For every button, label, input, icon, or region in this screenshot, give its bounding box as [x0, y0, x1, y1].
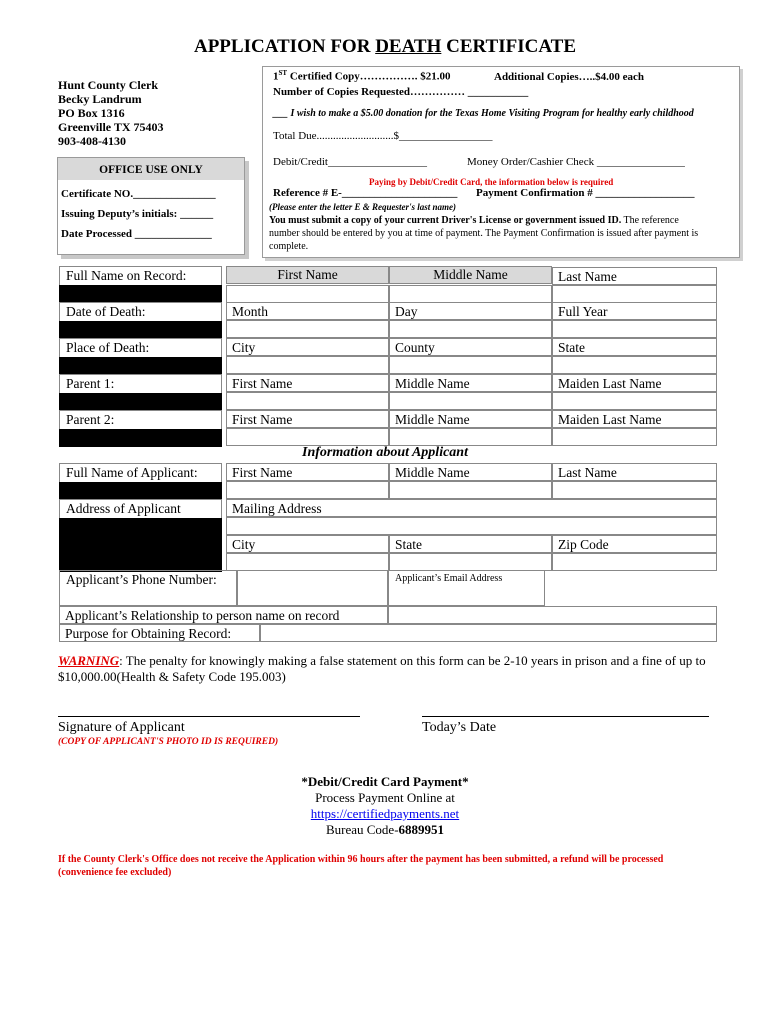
row-label: Full Name of Applicant: — [59, 463, 222, 500]
online-payment-block — [0, 774, 770, 838]
parent1-first-label: First Name — [226, 374, 389, 392]
deputy-initials-field: Issuing Deputy’s initials: ______ — [61, 208, 214, 220]
parent2-maiden-label: Maiden Last Name — [552, 410, 717, 428]
parent1-middle-label: Middle Name — [389, 374, 552, 392]
death-day-input[interactable] — [389, 320, 552, 338]
death-state-input[interactable] — [552, 356, 717, 374]
applicant-state-input[interactable] — [389, 553, 552, 571]
death-month-label: Month — [226, 302, 389, 320]
death-year-label: Full Year — [552, 302, 717, 320]
header-middle-name: Middle Name — [389, 266, 552, 284]
office-use-box — [57, 157, 245, 255]
applicant-zip-input[interactable] — [552, 553, 717, 571]
death-year-input[interactable] — [552, 320, 717, 338]
photo-id-note: (COPY OF APPLICANT'S PHOTO ID IS REQUIRED) — [58, 737, 279, 747]
certificate-number-field: Certificate NO._______________ — [61, 188, 216, 200]
paying-note: Paying by Debit/Credit Card, the information below is required — [369, 177, 614, 187]
purpose-input[interactable] — [260, 624, 717, 642]
online-payment-heading: *Debit/Credit Card Payment* — [301, 774, 469, 789]
death-county-label: County — [389, 338, 552, 356]
reference-instructions: (Please enter the letter E & Requester's last name) — [269, 202, 456, 212]
money-order-field[interactable]: Money Order/Cashier Check ________________ — [467, 156, 685, 168]
payment-box — [262, 66, 740, 258]
date-processed-field: Date Processed ______________ — [61, 228, 212, 240]
applicant-email-input[interactable]: Applicant’s Email Address — [388, 570, 545, 606]
number-of-copies-field[interactable]: Number of Copies Requested…………… ___________ — [273, 86, 529, 98]
applicant-first-label: First Name — [226, 463, 389, 481]
bureau-code: Bureau Code-6889951 — [325, 822, 445, 837]
page-title: APPLICATION FOR DEATH CERTIFICATE — [193, 36, 577, 57]
record-last-name-input[interactable] — [552, 285, 717, 303]
header-last-name: Last Name — [552, 267, 717, 285]
clerk-line: 903-408-4130 — [58, 134, 126, 148]
parent1-maiden-input[interactable] — [552, 392, 717, 410]
row-label: Address of Applicant — [59, 499, 222, 572]
todays-date-label: Today’s Date — [422, 720, 497, 735]
row-label: Date of Death: — [59, 302, 222, 339]
relationship-label: Applicant’s Relationship to person name on record — [59, 606, 388, 624]
debit-credit-field[interactable]: Debit/Credit__________________ — [273, 156, 427, 168]
parent2-middle-label: Middle Name — [389, 410, 552, 428]
signature-line[interactable] — [58, 716, 360, 717]
applicant-zip-label: Zip Code — [552, 535, 717, 553]
payment-confirmation-field[interactable]: Payment Confirmation # __________________ — [476, 187, 695, 199]
clerk-line: PO Box 1316 — [58, 106, 125, 120]
mailing-address-label: Mailing Address — [226, 499, 717, 517]
warning-notice: WARNING: The penalty for knowingly making a false statement on this form can be 2-10 years in prison and a fine of up to $10,000.00(Health & Safety Code 195.003) — [58, 653, 706, 684]
death-state-label: State — [552, 338, 717, 356]
applicant-section-heading: Information about Applicant — [302, 445, 468, 460]
first-copy-price: 1ST Certified Copy……………. $21.00 — [273, 69, 451, 83]
reference-number-field[interactable]: Reference # E-_____________________ — [273, 187, 458, 199]
parent1-maiden-label: Maiden Last Name — [552, 374, 717, 392]
header-first-name: First Name — [226, 266, 389, 284]
applicant-city-label: City — [226, 535, 389, 553]
applicant-first-input[interactable] — [226, 481, 389, 499]
donation-option[interactable]: ___ I wish to make a $5.00 donation for the Texas Home Visiting Program for healthy early childhood — [273, 108, 694, 119]
mailing-address-input[interactable] — [226, 517, 717, 535]
death-city-input[interactable] — [226, 356, 389, 374]
row-label: Parent 2: — [59, 410, 222, 447]
record-middle-name-input[interactable] — [389, 285, 552, 303]
applicant-city-input[interactable] — [226, 553, 389, 571]
row-label: Full Name on Record: — [59, 266, 222, 303]
applicant-state-label: State — [389, 535, 552, 553]
death-month-input[interactable] — [226, 320, 389, 338]
clerk-address — [58, 78, 164, 148]
relationship-input[interactable] — [388, 606, 717, 624]
applicant-phone-label: Applicant’s Phone Number: — [59, 570, 237, 606]
clerk-line: Becky Landrum — [58, 92, 142, 106]
applicant-middle-label: Middle Name — [389, 463, 552, 481]
applicant-middle-input[interactable] — [389, 481, 552, 499]
record-first-name-input[interactable] — [226, 285, 389, 303]
death-day-label: Day — [389, 302, 552, 320]
additional-copies-price: Additional Copies…..$4.00 each — [494, 71, 645, 83]
total-due-field[interactable]: Total Due............................$_________________ — [273, 130, 493, 142]
refund-notice: If the County Clerk's Office does not receive the Application within 96 hours after the payment has been submitted, a refund will be processed (convenience fee excluded) — [58, 854, 664, 878]
office-use-title: OFFICE USE ONLY — [58, 158, 244, 180]
signature-label: Signature of Applicant — [58, 720, 185, 735]
parent2-maiden-input[interactable] — [552, 428, 717, 446]
clerk-line: Hunt County Clerk — [58, 78, 159, 92]
id-requirement-note: You must submit a copy of your current Driver's License or government issued ID. The reference number should be entered by you at time of payment. The Payment Confirmation is issued after payment is complete. — [269, 215, 699, 252]
parent1-first-input[interactable] — [226, 392, 389, 410]
parent2-first-input[interactable] — [226, 428, 389, 446]
row-label: Parent 1: — [59, 374, 222, 411]
death-city-label: City — [226, 338, 389, 356]
applicant-phone-input[interactable] — [237, 570, 388, 606]
purpose-label: Purpose for Obtaining Record: — [59, 624, 260, 642]
row-label: Place of Death: — [59, 338, 222, 375]
parent2-middle-input[interactable] — [389, 428, 552, 446]
death-county-input[interactable] — [389, 356, 552, 374]
applicant-last-label: Last Name — [552, 463, 717, 481]
payment-link[interactable]: https://certifiedpayments.net — [310, 806, 460, 821]
parent1-middle-input[interactable] — [389, 392, 552, 410]
date-line[interactable] — [422, 716, 709, 717]
online-payment-text: Process Payment Online at — [315, 790, 455, 805]
applicant-last-input[interactable] — [552, 481, 717, 499]
parent2-first-label: First Name — [226, 410, 389, 428]
clerk-line: Greenville TX 75403 — [58, 120, 164, 134]
